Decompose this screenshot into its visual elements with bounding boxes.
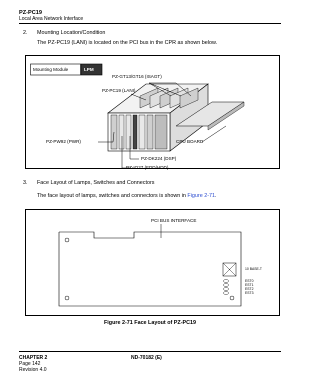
lamp-est3-label: EST3 <box>245 291 254 295</box>
callout-lani: PZ-PC19 (LANI) <box>102 88 136 93</box>
figure-2-71-link[interactable]: Figure 2-71 <box>187 193 215 199</box>
mounting-module-value: LPM <box>84 67 94 72</box>
lamp-est2-label: EST2 <box>245 287 254 291</box>
pz-pc19-board-outline <box>26 210 281 317</box>
callout-pwr: PZ-PW92 (PWR) <box>46 139 81 144</box>
step3-heading: Face Layout of Lamps, Switches and Connectors <box>37 180 155 186</box>
footer-rule <box>19 351 281 352</box>
callout-cpu-board: CPU BOARD <box>176 139 204 144</box>
callout-fdd-hdd: PZ-IO27 (FDD/HDD) <box>126 165 169 170</box>
step3-text: The face layout of lamps, switches and connectors is shown in Figure 2-71. <box>37 193 217 199</box>
footer-page: Page 142 <box>19 361 41 367</box>
pci-bus-interface-label: PCI BUS INTERFACE <box>151 218 197 223</box>
10base-t-label: 10 BASE-T <box>245 267 262 271</box>
figure-caption: Figure 2-71 Face Layout of PZ-PC19 <box>104 320 196 326</box>
footer-chapter: CHAPTER 2 <box>19 355 48 361</box>
mounting-module-label: Mounting Module <box>33 67 69 72</box>
header-subtitle: Local Area Network Interface <box>19 16 84 22</box>
lamp-est1-label: EST1 <box>245 283 254 287</box>
mounting-figure <box>25 55 280 169</box>
callout-isagt: PZ-GT13/GT16 (ISAGT) <box>112 74 162 79</box>
footer-doc-id: ND-70182 (E) <box>131 355 162 361</box>
lamp-est0-label: EST0 <box>245 279 254 283</box>
step2-text: The PZ-PC19 (LANI) is located on the PCI bus in the CPR as shown below. <box>37 40 218 46</box>
step2-number: 2. <box>23 30 28 36</box>
footer-revision: Revision 4.0 <box>19 367 47 373</box>
callout-dsp: PZ-DK224 (DSP) <box>141 156 177 161</box>
step2-heading: Mounting Location/Condition <box>37 30 106 36</box>
header-title: PZ-PC19 <box>19 10 43 16</box>
face-layout-figure <box>25 209 280 316</box>
header-rule <box>19 23 281 24</box>
step3-number: 3. <box>23 180 28 186</box>
